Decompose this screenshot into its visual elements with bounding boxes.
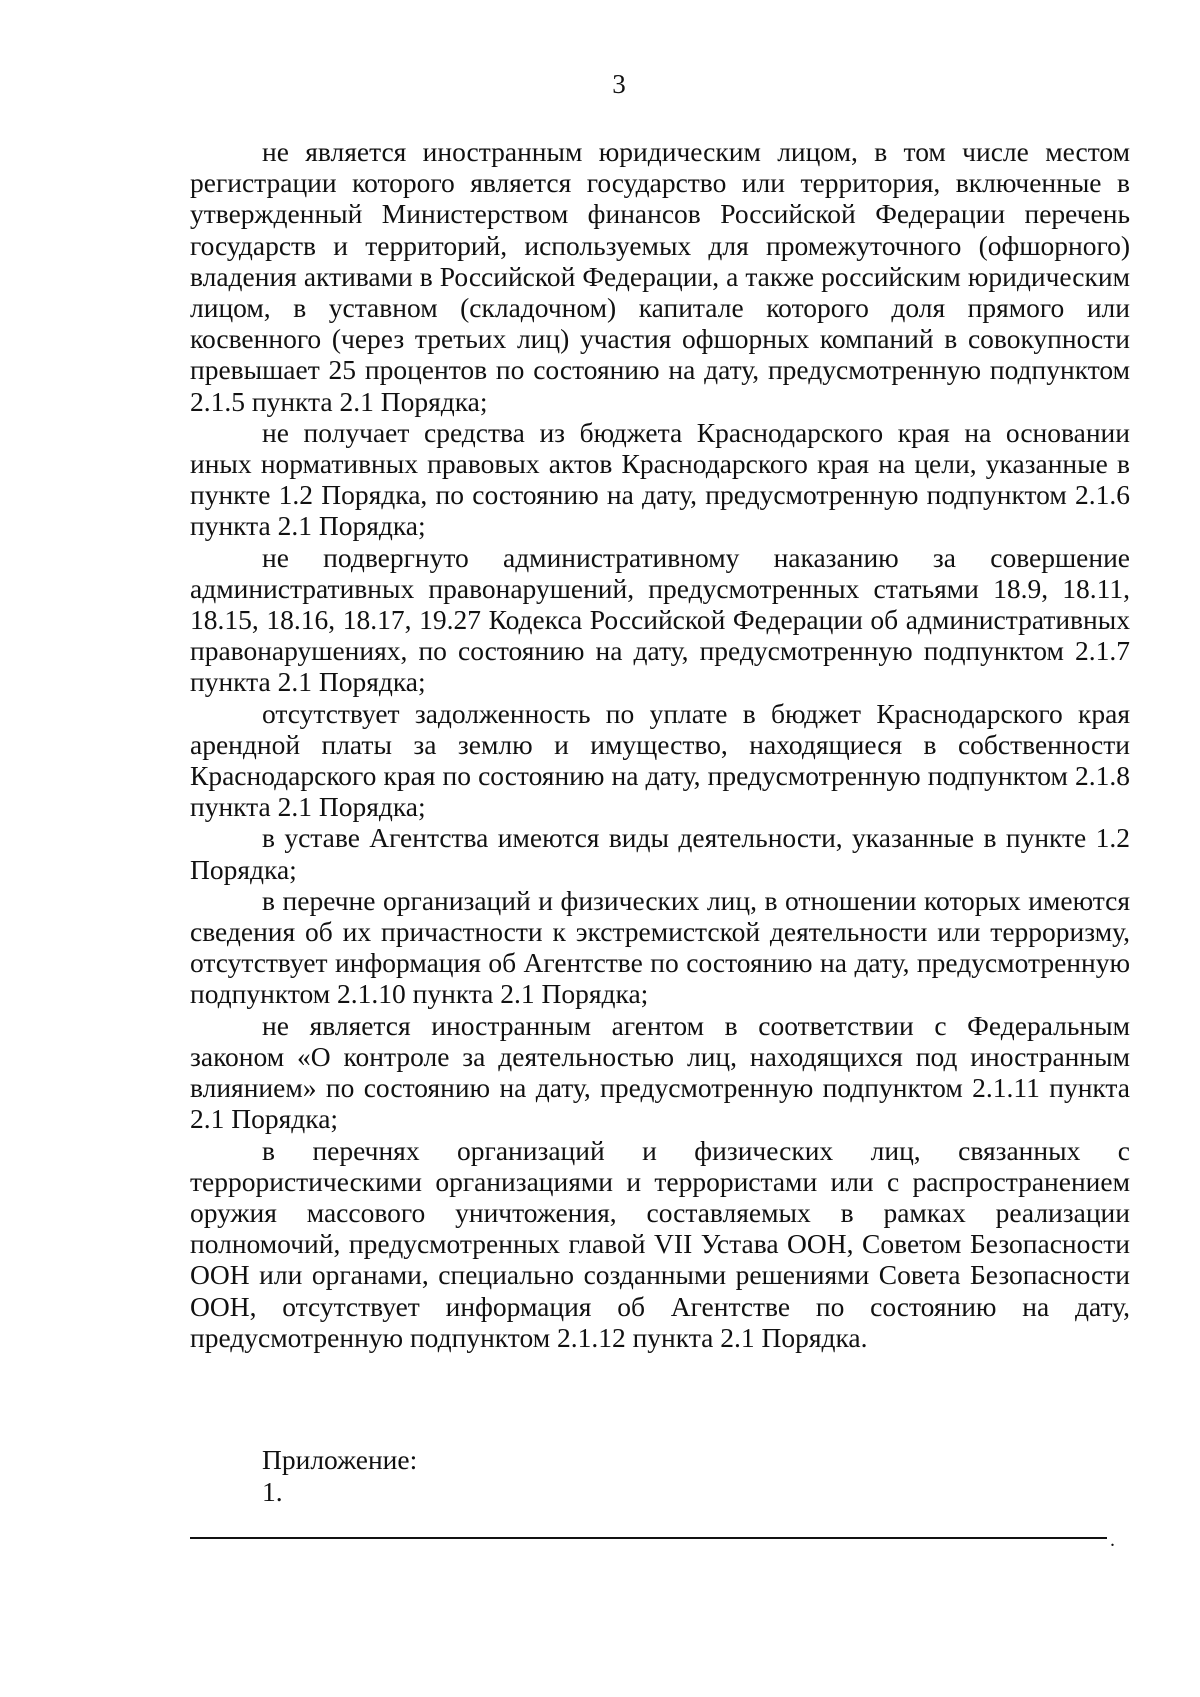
body-text — [190, 136, 1130, 1353]
paragraph-budget-funds: не получает средства из бюджета Краснодарского края на основании иных нормативных правовых актов Краснодарского края на цели, указанные в пункте 1.2 Порядка, по состоянию на дату, предусмотренную подпунктом 2.1.6 пункта 2.1 Порядка; — [190, 416, 1130, 542]
paragraph-rent-debt: отсутствует задолженность по уплате в бюджет Краснодарского края арендной платы за землю и имущество, находящиеся в собственности Краснодарского края по состоянию на дату, предусмотренную подпунктом 2.1.8 пункта 2.1 Порядка; — [190, 697, 1130, 823]
line-end-dot: . — [1110, 1529, 1115, 1551]
appendix-heading: Приложение: — [262, 1444, 418, 1475]
paragraph-administrative-penalty: не подвергнуто административному наказанию за совершение административных правонарушений, предусмотренных статьями 18.9, 18.11, 18.15, 18.16, 18.17, 19.27 Кодекса Российской Федерации об административных правонарушениях, по состоянию на дату, предусмотренную подпунктом 2.1.7 пункта 2.1 Порядка; — [190, 541, 1130, 698]
paragraph-terrorism-lists: в перечнях организаций и физических лиц, связанных с террористическими организациями и террористами или с распространением оружия массового уничтожения, составляемых в рамках реализации полномочий, предусмотренных главой VII Устава ООН, Советом Безопасности ООН или органами, специально созданными решениями Совета Безопасности ООН, отсутствует информация об Агентстве по состоянию на дату, предусмотренную подпунктом 2.1.12 пункта 2.1 Порядка. — [190, 1134, 1130, 1353]
appendix-block — [262, 1444, 417, 1508]
appendix-item-number: 1. — [262, 1476, 283, 1507]
paragraph-offshore-status: не является иностранным юридическим лицом, в том числе местом регистрации которого является государство или территория, включенные в утвержденный Министерством финансов Российской Федерации перечень государств и территорий, используемых для промежуточного (офшорного) владения активами в Российской Федерации, а также российским юридическим лицом, в уставном (складочном) капитале которого доля прямого или косвенного (через третьих лиц) участия офшорных компаний в совокупности превышает 25 процентов по состоянию на дату, предусмотренную подпунктом 2.1.5 пункта 2.1 Порядка; — [190, 136, 1130, 417]
fill-in-line — [190, 1537, 1107, 1539]
page-number: 3 — [612, 69, 626, 99]
paragraph-foreign-agent: не является иностранным агентом в соответствии с Федеральным законом «О контроле за деятельностью лиц, находящихся под иностранным влиянием» по состоянию на дату, предусмотренную подпунктом 2.1.11 пункта 2.1 Порядка; — [190, 1009, 1130, 1135]
paragraph-charter-activities: в уставе Агентства имеются виды деятельности, указанные в пункте 1.2 Порядка; — [190, 822, 1130, 885]
paragraph-extremism-list: в перечне организаций и физических лиц, в отношении которых имеются сведения об их причастности к экстремистской деятельности или терроризму, отсутствует информация об Агентстве по состоянию на дату, предусмотренную подпунктом 2.1.10 пункта 2.1 Порядка; — [190, 884, 1130, 1010]
